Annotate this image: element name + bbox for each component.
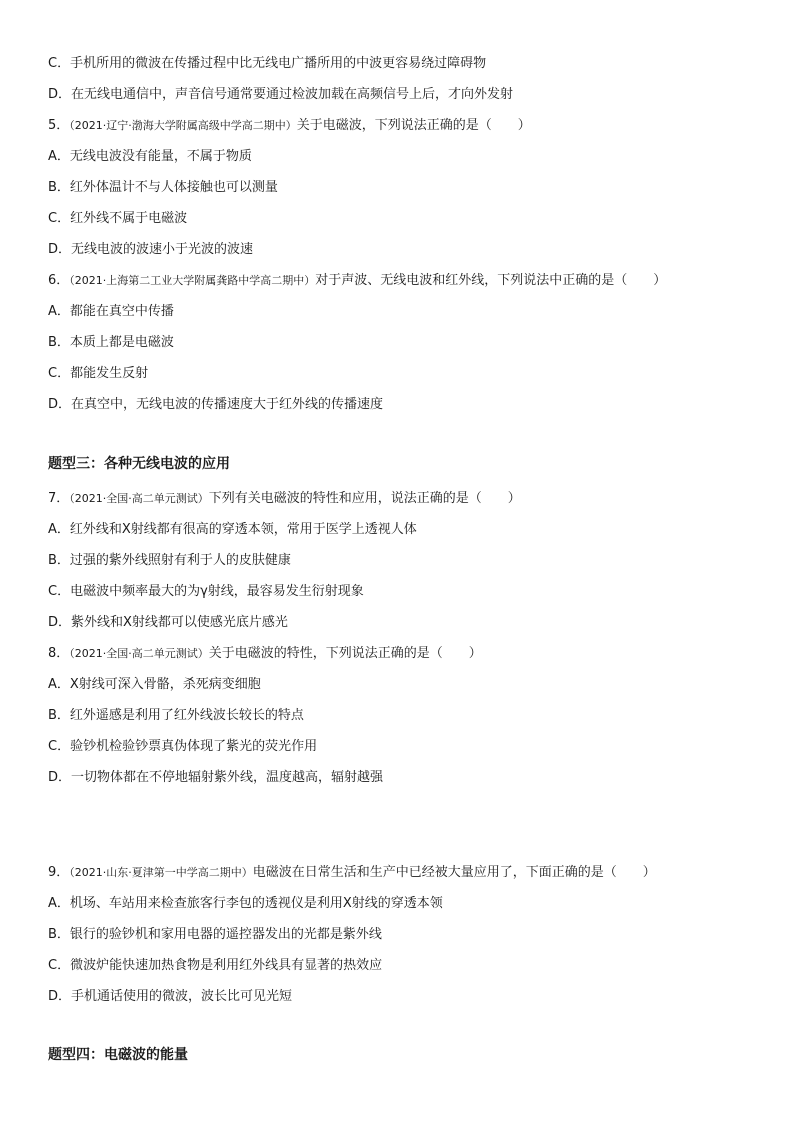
question-stem	[48, 864, 656, 882]
option-line: C．手机所用的微波在传播过程中比无线电广播所用的中波更容易绕过障碍物	[48, 56, 487, 71]
option-line: A．红外线和X射线都有很高的穿透本领，常用于医学上透视人体	[48, 522, 417, 537]
question-source: （2021·全国·高二单元测试）	[69, 492, 209, 505]
question-number: 7．	[48, 491, 70, 506]
question-source: （2021·山东·夏津第一中学高二期中）	[69, 866, 253, 879]
question-text: 电磁波在日常生活和生产中已经被大量应用了，下面正确的是（ ）	[252, 865, 656, 880]
question-text: 关于电磁波的特性，下列说法正确的是（ ）	[208, 646, 482, 661]
question-number: 5．	[48, 118, 70, 133]
option-line: A．都能在真空中传播	[48, 304, 174, 319]
question-text: 下列有关电磁波的特性和应用，说法正确的是（ ）	[208, 491, 521, 506]
option-line: D．在无线电通信中，声音信号通常要通过检波加载在高频信号上后，才向外发射	[48, 87, 514, 102]
question-stem	[48, 490, 521, 508]
section-heading: 题型三：各种无线电波的应用	[48, 456, 230, 472]
option-line: C．电磁波中频率最大的为γ射线，最容易发生衍射现象	[48, 584, 364, 599]
question-stem	[48, 272, 666, 290]
question-number: 8．	[48, 646, 70, 661]
question-number: 6．	[48, 273, 70, 288]
section-heading: 题型四：电磁波的能量	[48, 1047, 188, 1063]
question-source: （2021·辽宁·渤海大学附属高级中学高二期中）	[69, 119, 297, 132]
option-line: B．红外遥感是利用了红外线波长较长的特点	[48, 708, 304, 723]
option-line: D．紫外线和X射线都可以使感光底片感光	[48, 615, 288, 630]
question-stem	[48, 117, 531, 135]
question-source: （2021·全国·高二单元测试）	[69, 647, 209, 660]
option-line: C．红外线不属于电磁波	[48, 211, 188, 226]
option-line: D．一切物体都在不停地辐射紫外线，温度越高，辐射越强	[48, 770, 384, 785]
option-line: A．机场、车站用来检查旅客行李包的透视仪是利用X射线的穿透本领	[48, 896, 443, 911]
option-line: B．过强的紫外线照射有利于人的皮肤健康	[48, 553, 291, 568]
option-line: B．银行的验钞机和家用电器的遥控器发出的光都是紫外线	[48, 927, 382, 942]
option-line: D．无线电波的波速小于光波的波速	[48, 242, 254, 257]
question-stem	[48, 645, 482, 663]
option-line: B．本质上都是电磁波	[48, 335, 174, 350]
question-text: 关于电磁波，下列说法正确的是（ ）	[296, 118, 531, 133]
question-text: 对于声波、无线电波和红外线，下列说法中正确的是（ ）	[315, 273, 667, 288]
question-number: 9．	[48, 865, 70, 880]
option-line: B．红外体温计不与人体接触也可以测量	[48, 180, 278, 195]
option-line: C．微波炉能快速加热食物是利用红外线具有显著的热效应	[48, 958, 383, 973]
option-line: D．在真空中，无线电波的传播速度大于红外线的传播速度	[48, 397, 384, 412]
option-line: A．无线电波没有能量，不属于物质	[48, 149, 252, 164]
option-line: A．X射线可深入骨骼，杀死病变细胞	[48, 677, 261, 692]
option-line: D．手机通话使用的微波，波长比可见光短	[48, 989, 293, 1004]
option-line: C．都能发生反射	[48, 366, 149, 381]
option-line: C．验钞机检验钞票真伪体现了紫光的荧光作用	[48, 739, 318, 754]
question-source: （2021·上海第二工业大学附属龚路中学高二期中）	[69, 274, 316, 287]
